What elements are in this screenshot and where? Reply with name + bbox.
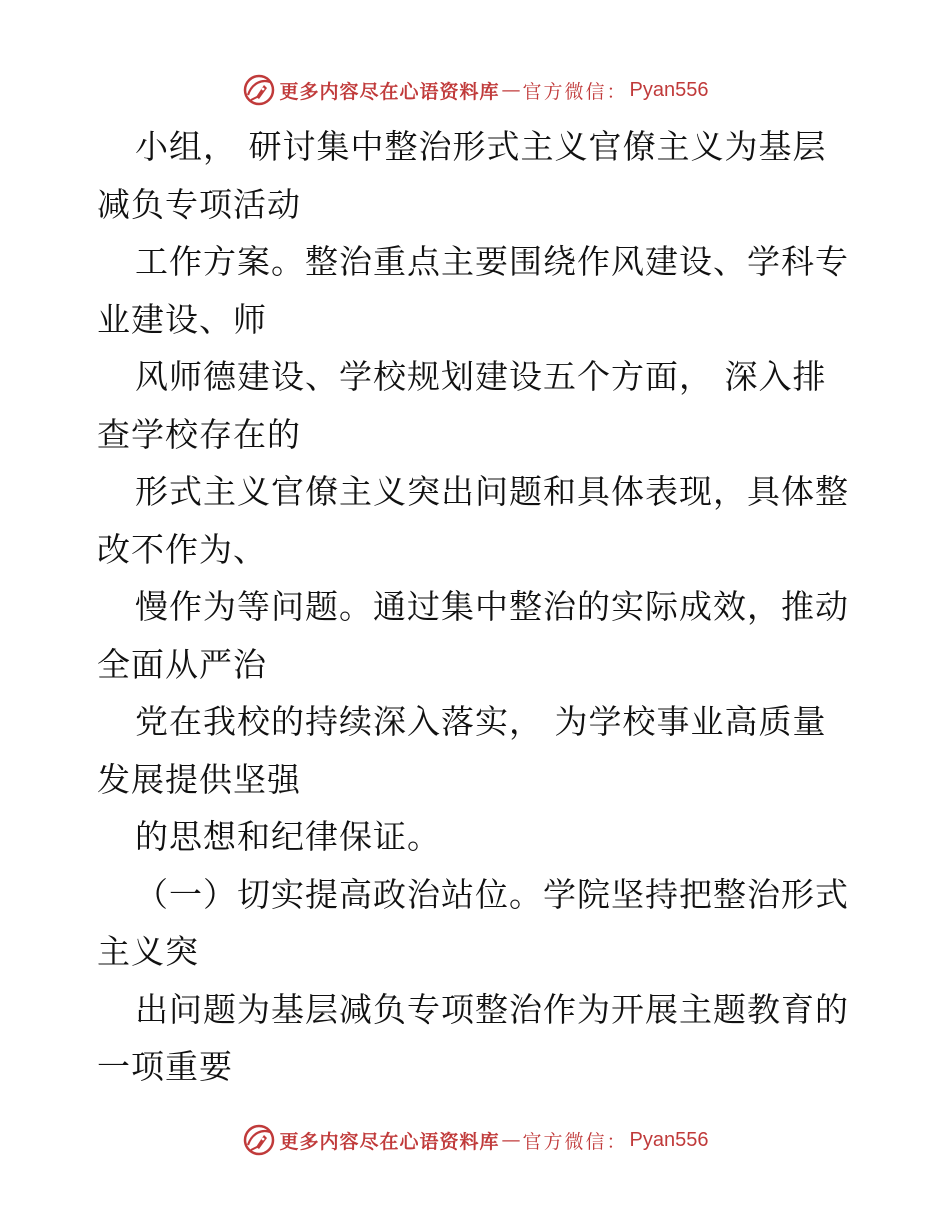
paragraph-line: 形式主义官僚主义突出问题和具体表现，具体整 [135,472,849,511]
banner-site-text: 更多内容尽在心语资料库 [279,80,500,103]
banner-wechat-id: Pyan556 [629,78,709,101]
paragraph-line: 减负专项活动 [97,184,301,224]
banner-wechat-label: 官方微信： [522,1130,628,1153]
banner-wechat-label: 官方微信： [522,80,628,103]
paragraph-line: 改不作为、 [97,529,267,569]
paragraph-line: 党在我校的持续深入落实， 为学校事业高质量 [135,702,827,741]
paragraph-line: 全面从严治 [97,644,267,684]
paragraph-line: 业建设、师 [97,299,267,339]
paragraph-line: 主义突 [97,932,199,971]
paragraph-line: 出问题为基层减负专项整治作为开展主题教育的 [135,989,849,1029]
footer-banner [0,1120,950,1160]
banner-site-text: 更多内容尽在心语资料库 [279,1130,500,1153]
paragraph-line: 一项重要 [97,1047,233,1086]
banner-wechat-id: Pyan556 [629,1128,709,1151]
banner-dash: — [501,79,521,101]
paragraph-line: 小组， 研讨集中整治形式主义官僚主义为基层 [135,127,827,166]
header-banner [0,70,950,110]
paragraph-line: 工作方案。整治重点主要围绕作风建设、学科专 [135,242,849,281]
paragraph-line: 慢作为等问题。通过集中整治的实际成效，推动 [135,587,849,626]
paragraph-line: （一）切实提高政治站位。学院坚持把整治形式 [135,874,849,914]
paragraph-line: 发展提供坚强 [97,759,301,799]
paragraph-line: 的思想和纪律保证。 [135,817,441,856]
pen-nib-logo-icon [242,1123,276,1157]
pen-nib-logo-icon [242,73,276,107]
paragraph-line: 查学校存在的 [97,414,301,454]
banner-dash: — [501,1129,521,1151]
paragraph-line: 风师德建设、学校规划建设五个方面， 深入排 [135,357,827,396]
document-body [97,118,857,1096]
